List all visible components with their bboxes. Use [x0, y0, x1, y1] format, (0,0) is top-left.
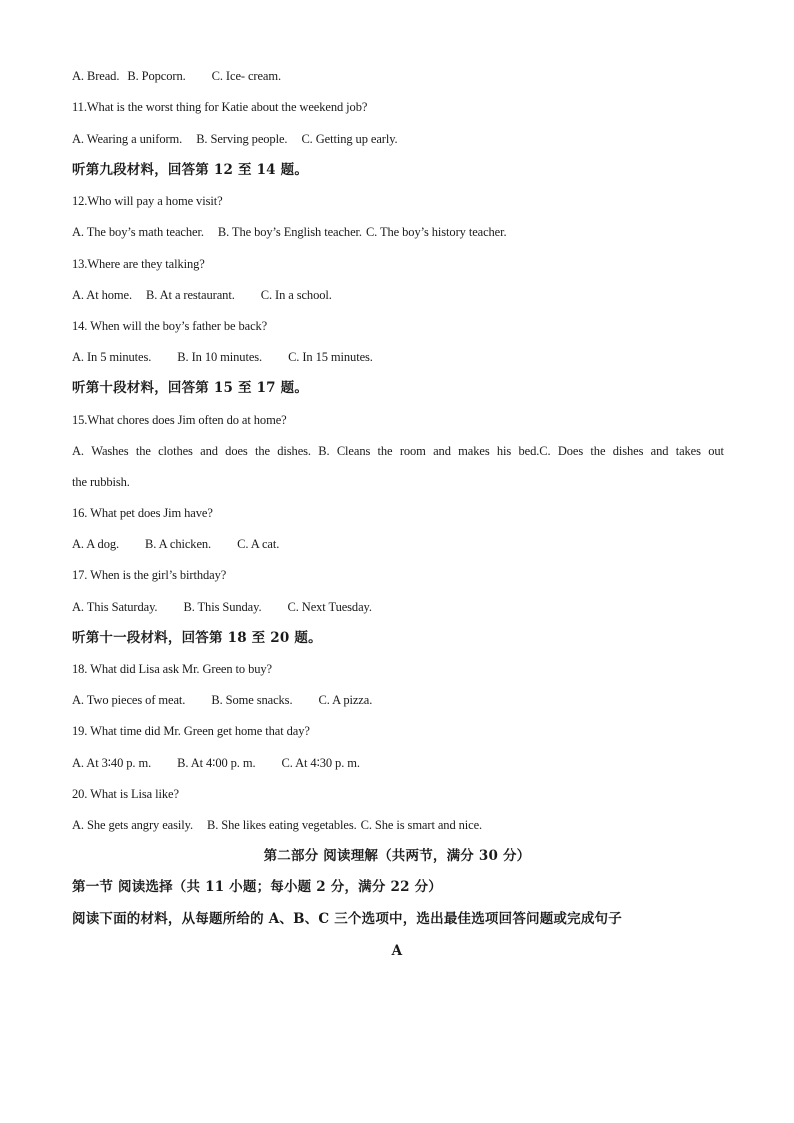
q14-option-b: B. In 10 minutes.	[177, 350, 263, 364]
q20-option-c: C. She is smart and nice.	[360, 818, 483, 832]
q18-option-b: B. Some snacks.	[211, 693, 293, 707]
q15-word: Does	[557, 444, 584, 458]
q15-word: Washes	[91, 444, 129, 458]
q15-word: out	[708, 444, 724, 458]
q15-word: bed.C.	[518, 444, 551, 458]
q15-options-line-2: the rubbish.	[72, 475, 130, 489]
q15-word: the	[135, 444, 151, 458]
q16-options	[72, 536, 279, 552]
q15-word: makes	[458, 444, 490, 458]
q12-option-a: A. The boy’s math teacher.	[72, 225, 204, 239]
q19-option-c: C. At 4∶30 p. m.	[281, 756, 360, 770]
q16-option-c: C. A cat.	[237, 537, 280, 551]
q12-question: 12.Who will pay a home visit?	[72, 194, 223, 208]
q15-question: 15.What chores does Jim often do at home?	[72, 413, 287, 427]
q15-word: the	[254, 444, 270, 458]
section-9-heading: 听第九段材料，回答第 12 至 14 题。	[72, 162, 309, 178]
part-2-title: 第二部分 阅读理解（共两节，满分 30 分）	[263, 848, 531, 864]
q15-word: and	[433, 444, 451, 458]
q18-question: 18. What did Lisa ask Mr. Green to buy?	[72, 662, 272, 676]
q15-options-line-1	[72, 443, 724, 459]
q18-option-c: C. A pizza.	[318, 693, 373, 707]
q15-word: dishes.	[277, 444, 311, 458]
q16-question: 16. What pet does Jim have?	[72, 506, 213, 520]
q19-question: 19. What time did Mr. Green get home that day?	[72, 724, 310, 738]
q17-option-b: B. This Sunday.	[183, 600, 262, 614]
q11-options	[72, 131, 398, 147]
q15-word: B.	[318, 444, 330, 458]
reading-instruction: 阅读下面的材料，从每题所给的 A、B、C 三个选项中，选出最佳选项回答问题或完成句子	[72, 911, 622, 927]
q10-option-a: A. Bread.	[72, 69, 120, 83]
q15-word: his	[496, 444, 512, 458]
q13-option-a: A. At home.	[72, 288, 133, 302]
q20-question: 20. What is Lisa like?	[72, 787, 179, 801]
q15-word: and	[200, 444, 218, 458]
q15-word: clothes	[158, 444, 193, 458]
q15-word: does	[225, 444, 248, 458]
q15-word: the	[377, 444, 393, 458]
section-11-heading: 听第十一段材料，回答第 18 至 20 题。	[72, 630, 322, 646]
q15-word: dishes	[612, 444, 644, 458]
q15-word: room	[399, 444, 426, 458]
q19-option-b: B. At 4∶00 p. m.	[177, 756, 256, 770]
q14-question: 14. When will the boy’s father be back?	[72, 319, 268, 333]
q17-option-a: A. This Saturday.	[72, 600, 158, 614]
q15-word: Cleans	[336, 444, 371, 458]
q17-question: 17. When is the girl’s birthday?	[72, 568, 227, 582]
q14-option-a: A. In 5 minutes.	[72, 350, 152, 364]
q12-option-c: C. The boy’s history teacher.	[365, 225, 507, 239]
q13-question: 13.Where are they talking?	[72, 257, 205, 271]
passage-label: A	[391, 943, 403, 959]
q14-option-c: C. In 15 minutes.	[288, 350, 373, 364]
q16-option-a: A. A dog.	[72, 537, 120, 551]
q11-option-a: A. Wearing a uniform.	[72, 132, 183, 146]
q18-option-a: A. Two pieces of meat.	[72, 693, 186, 707]
q15-word: the	[590, 444, 606, 458]
q15-word: A.	[72, 444, 84, 458]
q18-options	[72, 692, 372, 708]
q14-options	[72, 349, 373, 365]
q10-option-b: B. Popcorn.	[127, 69, 186, 83]
q20-option-a: A. She gets angry easily.	[72, 818, 193, 832]
section-10-heading: 听第十段材料，回答第 15 至 17 题。	[72, 380, 309, 396]
q11-option-b: B. Serving people.	[196, 132, 288, 146]
q12-option-b: B. The boy’s English teacher.	[217, 225, 362, 239]
q13-option-c: C. In a school.	[260, 288, 332, 302]
q20-option-b: B. She likes eating vegetables.	[206, 818, 357, 832]
q17-option-c: C. Next Tuesday.	[287, 600, 372, 614]
q10-options	[72, 68, 281, 84]
q19-options	[72, 755, 360, 771]
q19-option-a: A. At 3∶40 p. m.	[72, 756, 152, 770]
q10-option-c: C. Ice- cream.	[211, 69, 282, 83]
q11-option-c: C. Getting up early.	[301, 132, 398, 146]
q15-word: and	[650, 444, 669, 458]
q13-options	[72, 287, 332, 303]
q12-options	[72, 224, 507, 240]
q13-option-b: B. At a restaurant.	[146, 288, 235, 302]
q11-question: 11.What is the worst thing for Katie about the weekend job?	[72, 100, 368, 114]
q16-option-b: B. A chicken.	[145, 537, 212, 551]
section-1-title: 第一节 阅读选择（共 11 小题；每小题 2 分，满分 22 分）	[72, 879, 442, 895]
q17-options	[72, 599, 372, 615]
q20-options	[72, 817, 482, 833]
q15-word: takes	[675, 444, 701, 458]
